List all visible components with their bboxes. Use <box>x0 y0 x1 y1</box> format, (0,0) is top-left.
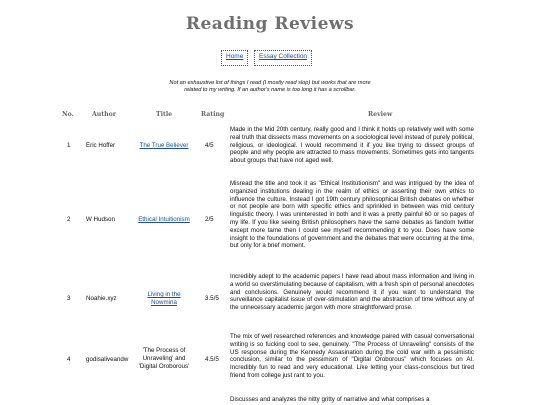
row-title-link[interactable]: Ethical Intuitionism <box>138 216 190 223</box>
row-review: Misread the title and took it as "Ethical Institutionism" and was intrigued by the idea of organized institutions dealing in the realm of ethics or asserting their own ethics to influence the culture. Instead I got 19th century philosophical British debates on whether or not people are born with specific ethics and sprinkled in between was mid century linguistic theory. I was uninterested in both and it was a pretty painful 60 or so pages of my life. If you like seeing British philosophers have the same debates as fandom twitter except more tame then I could see myself recommending it to you. Does have some insight to the foundations of government and the debates that were occurring at the time, but only for a brief moment. <box>230 180 474 250</box>
top-nav <box>0 50 540 66</box>
row-rating: 4.5/5 <box>205 356 219 363</box>
row-title[interactable]: 'The Process of Unraveling' and 'Digital Oroborous' <box>138 347 190 370</box>
row-review: The mix of well researched references and knowledge paired with casual conversational writing is so fucking cool to see, genuinely. "The Process of Unraveling" consists of the US response during the Kennedy Assasination during the cold war with a pessimistic conclusion, similar to the pessimism of "Digital Oroborous" which focuses on AI. Incredibly fun to read and very educational. Like letting your class-conscious but tired friend from college just rant to you. <box>230 333 474 379</box>
row-number: 4 <box>67 356 71 363</box>
page-title: Reading Reviews <box>185 14 355 34</box>
row-number: 2 <box>67 216 71 223</box>
row-author: Noahie.xyz <box>86 295 117 302</box>
header-no: No. <box>62 111 74 118</box>
row-title-link[interactable]: Living in the Nowmina <box>147 291 181 306</box>
row-rating: 4/5 <box>205 142 214 149</box>
home-link[interactable]: Home <box>221 50 248 66</box>
row-review: Incredibly adept to the academic papers I have read about mass information and living in a world so overstimulating because of capitalism, with a fresh spin of personal anecdotes and conclusions. Genuinely would recommend it if you want to understand the surveillance capitalist issue of over-stimulation and the abstraction of time without any of the unnecessary academic jargon with more straightforward prose. <box>230 273 474 312</box>
row-rating: 2/5 <box>205 216 214 223</box>
row-review: Discusses and analyzes the nitty gritty of narrative and what comprises a <box>230 396 430 403</box>
header-rating: Rating <box>201 111 225 118</box>
row-review: Made in the Mid 20th century, really good and I think it holds up relatively well with some real truth that dissects mass movements on a sociological level instead of purely political, religious, or ideological. I would recommend it if you like trying to dissect groups of people and why people are attracted to mass movements. Sometimes gets into tangents about groups that have not aged well. <box>230 126 474 165</box>
row-author: godisaliveandw <box>86 356 129 363</box>
essay-collection-link[interactable]: Essay Collection <box>254 50 312 66</box>
row-rating: 3.5/5 <box>205 295 219 302</box>
row-number: 3 <box>67 295 71 302</box>
intro-note: Not an exhaustive list of things I read (I mostly read slop) but works that are more related to my writing. If an author's name is too long it has a scrollbar. <box>169 80 371 93</box>
header-author: Author <box>92 111 117 118</box>
row-title-link[interactable]: The True Believer <box>139 142 189 149</box>
header-title: Title <box>156 111 173 118</box>
header-review: Review <box>368 111 393 118</box>
row-author: W Hudson <box>86 216 115 223</box>
row-number: 1 <box>67 142 71 149</box>
row-author: Eric Hoffer <box>86 142 116 149</box>
